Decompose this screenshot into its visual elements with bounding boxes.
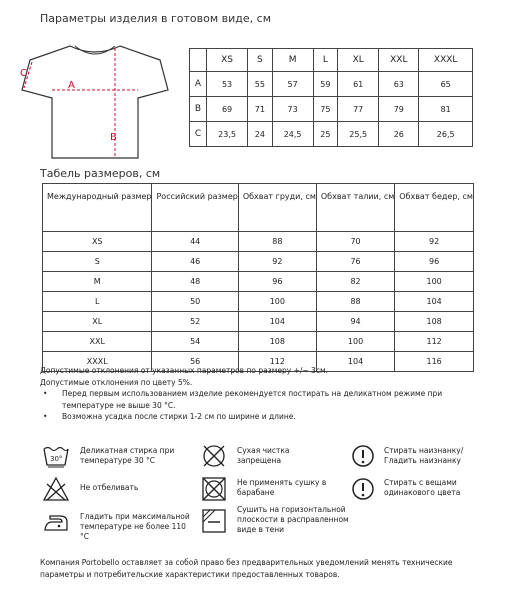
params-cell: 24,5: [272, 122, 313, 147]
wash-30-icon: [42, 443, 70, 469]
sizes-cell: 100: [316, 332, 394, 352]
sizes-header-row: [43, 184, 474, 232]
sizes-header-cell: Российский размер: [152, 184, 238, 232]
params-header-cell: M: [272, 49, 313, 72]
params-header-cell: S: [248, 49, 272, 72]
sizes-cell: 50: [152, 292, 238, 312]
care-flat-dry: Сушить на горизонтальной плоскости в расправленном виде в тени: [237, 505, 349, 534]
sizes-cell: 100: [238, 292, 316, 312]
footer-disclaimer: Компания Portobello оставляет за собой право без предварительных уведомлений менять технические параметры и потребительские характеристики предоставленных товаров.: [40, 558, 453, 579]
care-wash: Деликатная стирка при температуре 30 °С: [80, 446, 175, 465]
params-cell: 61: [338, 72, 379, 97]
care-no-bleach: Не отбеливать: [80, 483, 139, 492]
sizes-header-cell: Обхват талии, см: [316, 184, 394, 232]
sizes-cell: 92: [238, 252, 316, 272]
sizes-cell: 56: [152, 352, 238, 372]
no-dry-clean-icon: [200, 443, 228, 469]
sizes-cell: 52: [152, 312, 238, 332]
params-row-label: C: [190, 122, 207, 147]
params-cell: 73: [272, 97, 313, 122]
care-no-tumble: Не применять сушку в барабане: [237, 478, 327, 497]
params-cell: 71: [248, 97, 272, 122]
sizes-cell: L: [43, 292, 152, 312]
sizes-table: [42, 183, 474, 372]
params-cell: 26: [379, 122, 419, 147]
params-row-label: B: [190, 97, 207, 122]
sizes-header-cell: Обхват груди, см: [238, 184, 316, 232]
wash-temp: 30°: [50, 455, 63, 463]
care-iron: Гладить при максимальной температуре не более 110 °С: [80, 512, 190, 541]
sizes-cell: 94: [316, 312, 394, 332]
label-a: A: [68, 80, 75, 91]
params-header-cell: L: [313, 49, 337, 72]
care-inside-out: Стирать наизнанку/ Гладить наизнанку: [384, 446, 464, 465]
inside-out-icon: [349, 443, 377, 469]
sizes-row: [43, 292, 474, 312]
params-row: [190, 97, 473, 122]
flat-dry-shade-icon: [200, 508, 228, 534]
params-header-cell: XS: [207, 49, 248, 72]
params-cell: 69: [207, 97, 248, 122]
sizes-cell: 92: [395, 232, 474, 252]
sizes-row: [43, 232, 474, 252]
params-cell: 57: [272, 72, 313, 97]
notes: [40, 365, 480, 423]
params-cell: 53: [207, 72, 248, 97]
sizes-cell: 100: [395, 272, 474, 292]
params-cell: 81: [419, 97, 473, 122]
sizes-cell: 104: [238, 312, 316, 332]
params-cell: 25: [313, 122, 337, 147]
note-shrinkage: • Возможна усадка после стирки 1-2 см по ширине и длине.: [40, 411, 480, 423]
sizes-cell: S: [43, 252, 152, 272]
note-tolerance-color: Допустимые отклонения по цвету 5%.: [40, 377, 193, 387]
sizes-cell: XS: [43, 232, 152, 252]
label-b: B: [110, 132, 117, 143]
sizes-cell: 96: [395, 252, 474, 272]
sizes-cell: M: [43, 272, 152, 292]
sizes-cell: 48: [152, 272, 238, 292]
params-cell: 24: [248, 122, 272, 147]
params-cell: 23,5: [207, 122, 248, 147]
params-header-cell: XL: [338, 49, 379, 72]
note-first-wash: • Перед первым использованием изделие рекомендуется постирать на деликатном режиме при температуре не выше 30 °С.: [40, 388, 480, 411]
sizes-cell: 112: [238, 352, 316, 372]
sizes-cell: XXXL: [43, 352, 152, 372]
similar-colors-icon: [349, 476, 377, 502]
sizes-cell: 82: [316, 272, 394, 292]
params-cell: 55: [248, 72, 272, 97]
sizes-cell: 108: [395, 312, 474, 332]
sizes-cell: 76: [316, 252, 394, 272]
sizes-cell: XXL: [43, 332, 152, 352]
sizes-header-cell: Обхват бедер, см: [395, 184, 474, 232]
sizes-cell: 108: [238, 332, 316, 352]
sizes-row: [43, 332, 474, 352]
sizes-cell: 70: [316, 232, 394, 252]
no-tumble-dry-icon: [200, 476, 228, 502]
params-cell: 25,5: [338, 122, 379, 147]
care-dry-clean: Сухая чистка запрещена: [237, 446, 290, 465]
params-title: Параметры изделия в готовом виде, см: [40, 12, 272, 25]
sizes-cell: 116: [395, 352, 474, 372]
sizes-header-cell: Международный размер: [43, 184, 152, 232]
sizes-row: [43, 312, 474, 332]
params-cell: 26,5: [419, 122, 473, 147]
params-row: [190, 72, 473, 97]
sizes-cell: 46: [152, 252, 238, 272]
params-row-label: A: [190, 72, 207, 97]
sizes-cell: 54: [152, 332, 238, 352]
sizes-cell: XL: [43, 312, 152, 332]
sizes-cell: 88: [316, 292, 394, 312]
params-row: [190, 122, 473, 147]
params-cell: 79: [379, 97, 419, 122]
sizes-row: [43, 272, 474, 292]
params-cell: 65: [419, 72, 473, 97]
sizes-cell: 112: [395, 332, 474, 352]
iron-low-icon: [42, 510, 70, 536]
tshirt-diagram: [20, 38, 170, 163]
sizes-cell: 96: [238, 272, 316, 292]
params-header-cell: XXL: [379, 49, 419, 72]
note-tolerance-size: Допустимые отклонения от указанных параметров по размеру +/− 3см.: [40, 366, 328, 375]
sizes-row: [43, 252, 474, 272]
care-similar-colors: Стирать с вещами одинакового цвета: [384, 478, 461, 497]
params-corner: [190, 49, 207, 72]
sizes-cell: 104: [316, 352, 394, 372]
params-cell: 59: [313, 72, 337, 97]
params-header-cell: XXXL: [419, 49, 473, 72]
params-cell: 63: [379, 72, 419, 97]
no-bleach-icon: [42, 476, 70, 502]
sizes-cell: 88: [238, 232, 316, 252]
label-c: C: [20, 68, 27, 79]
sizes-cell: 104: [395, 292, 474, 312]
params-cell: 75: [313, 97, 337, 122]
params-table: [189, 48, 473, 147]
sizes-title: Табель размеров, см: [40, 167, 161, 180]
params-header-row: [190, 49, 473, 72]
params-cell: 77: [338, 97, 379, 122]
sizes-cell: 44: [152, 232, 238, 252]
